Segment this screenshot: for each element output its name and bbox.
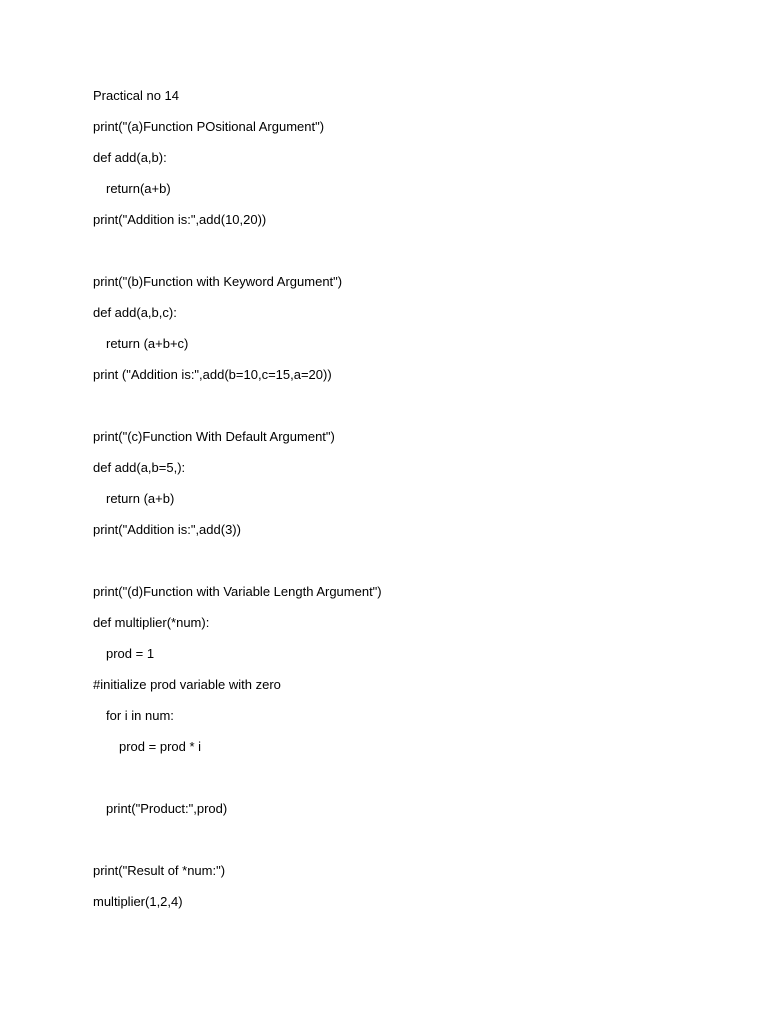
document-line: prod = prod * i [119,739,202,754]
document-body [93,86,733,923]
document-line: def add(a,b,c): [93,305,177,320]
document-line: print("(a)Function POsitional Argument") [93,119,325,134]
document-line: return (a+b+c) [106,336,189,351]
document-line: for i in num: [106,708,174,723]
document-line: print ("Addition is:",add(b=10,c=15,a=20)) [93,367,332,382]
document-line: return (a+b) [106,491,175,506]
document-line: def multiplier(*num): [93,615,210,630]
document-line [93,768,733,799]
document-line: multiplier(1,2,4) [93,894,183,909]
document-line [93,396,733,427]
document-line: print("(d)Function with Variable Length Argument") [93,584,382,599]
document-line [93,241,733,272]
document-line: prod = 1 [106,646,155,661]
document-line: Practical no 14 [93,88,179,103]
document-line: print("(b)Function with Keyword Argument") [93,274,343,289]
document-line: print("Result of *num:") [93,863,226,878]
document-line: def add(a,b=5,): [93,460,186,475]
document-line: print("Product:",prod) [106,801,228,816]
document-line: def add(a,b): [93,150,167,165]
document-line: print("Addition is:",add(10,20)) [93,212,267,227]
document-line: #initialize prod variable with zero [93,677,281,692]
document-line [93,551,733,582]
document-line: return(a+b) [106,181,171,196]
document-line: print("(c)Function With Default Argument") [93,429,335,444]
document-line: print("Addition is:",add(3)) [93,522,241,537]
document-line [93,830,733,861]
